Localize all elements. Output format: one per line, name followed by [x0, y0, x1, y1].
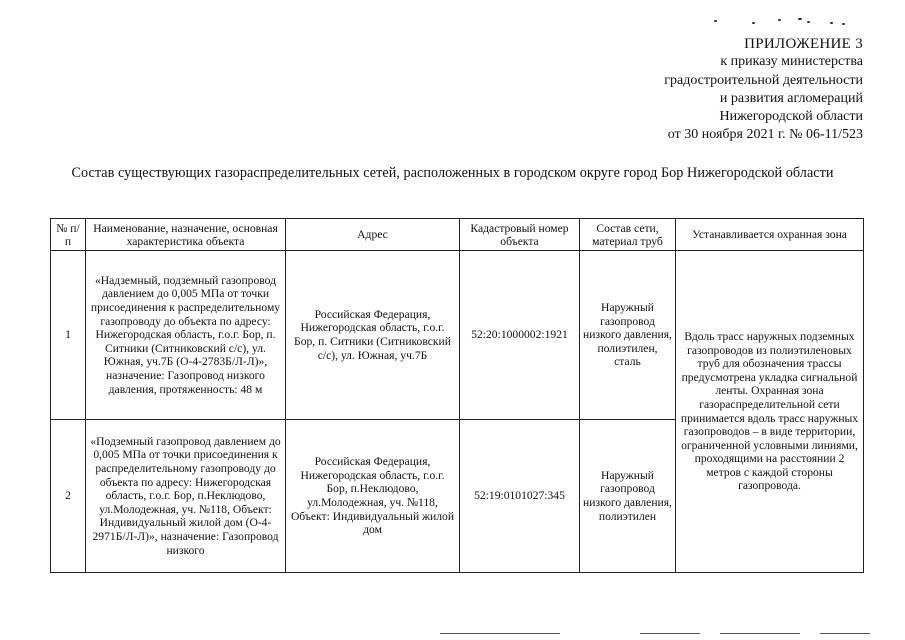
cell-composition: Наружный газопровод низкого давления, полиэтилен: [580, 420, 676, 573]
appendix-line: от 30 ноября 2021 г. № 06-11/523: [667, 127, 863, 143]
appendix-block: [664, 35, 863, 145]
appendix-line: Нижегородской области: [719, 109, 863, 125]
cell-num: 2: [51, 420, 86, 573]
cell-name: «Подземный газопровод давлением до 0,005 МПа от точки присоединения к распределительному газопроводу до объекта по адресу: Нижегородская область, г.о.г. Бор, п.Неклюдово, ул.Молодежная, уч. №118, Объект: Индивидуальный жилой дом (О-4-2971Б/Л-Л)», назначение: Газопровод низкого: [86, 420, 286, 573]
header-zone: Устанавливается охранная зона: [676, 219, 864, 251]
table-row: [51, 251, 864, 420]
cell-cadastral: 52:19:0101027:345: [460, 420, 580, 573]
header-name: Наименование, назначение, основная характеристика объекта: [86, 219, 286, 251]
cell-num: 1: [51, 251, 86, 420]
appendix-line: к приказу министерства: [720, 54, 863, 70]
appendix-line: градостроительной деятельности: [664, 72, 863, 88]
cell-address: Российская Федерация, Нижегородская область, г.о.г. Бор, п. Ситники (Ситниковский с/с), ул. Южная, уч.7Б: [286, 251, 460, 420]
cell-cadastral: 52:20:1000002:1921: [460, 251, 580, 420]
header-cadastral: Кадастровый номер объекта: [460, 219, 580, 251]
cell-zone: Вдоль трасс наружных подземных газопроводов из полиэтиленовых труб для обозначения трассы предусмотрена укладка сигнальной ленты. Охранная зона газораспределительной сети принимается вдоль трасс наружных газопроводов – в виде территории, ограниченной условными линиями, проходящими на расстоянии 2 метров с каждой стороны газопровода.: [676, 251, 864, 573]
cell-composition: Наружный газопровод низкого давления, полиэтилен, сталь: [580, 251, 676, 420]
document-heading: Состав существующих газораспределительных сетей, расположенных в городском округе город Бор Нижегородской области: [71, 165, 834, 181]
appendix-line: и развития агломераций: [719, 90, 863, 106]
appendix-title: ПРИЛОЖЕНИЕ 3: [744, 36, 863, 52]
cell-address: Российская Федерация, Нижегородская область, г.о.г. Бор, п.Неклюдово, ул.Молодежная, уч. №118, Объект: Индивидуальный жилой дом: [286, 420, 460, 573]
table-header-row: [51, 219, 864, 251]
scan-bottom-edge: [0, 630, 905, 640]
scan-artifacts: [712, 16, 852, 26]
gas-network-table: [50, 218, 864, 573]
header-address: Адрес: [286, 219, 460, 251]
cell-name: «Надземный, подземный газопровод давлением до 0,005 МПа от точки присоединения к распределительному газопроводу до объекта по адресу: Нижегородская область, г.о.г. Бор, п. Ситники (Ситниковский с/с), ул. Южная, уч.7Б (О-4-2783Б/Л-Л)», назначение: Газопровод низкого давления, протяженность: 48 м: [86, 251, 286, 420]
header-composition: Состав сети, материал труб: [580, 219, 676, 251]
header-num: № п/п: [51, 219, 86, 251]
